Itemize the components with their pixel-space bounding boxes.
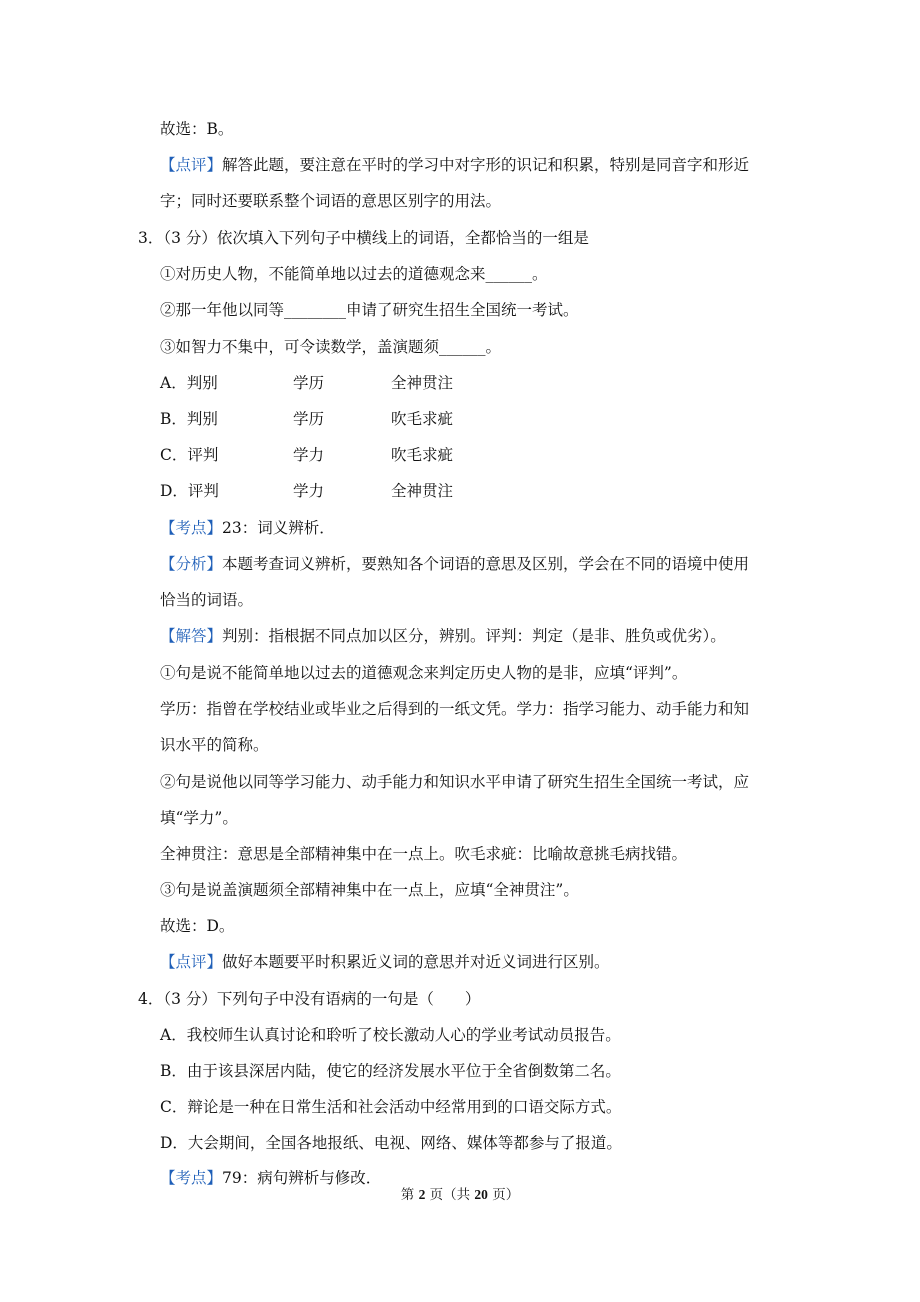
question-4-stem: 4．（3 分）下列句子中没有语病的一句是（ ） (138, 990, 481, 1008)
comment-text: 做好本题要平时积累近义词的意思并对近义词进行区别。 (222, 953, 610, 971)
question-4-option-a: A．我校师生认真讨论和聆听了校长激动人心的学业考试动员报告。 (160, 1026, 621, 1044)
kaodian-text: 79：病句辨析与修改． (222, 1169, 382, 1187)
footer-prefix: 第 (400, 1187, 419, 1203)
solution-tag: 【解答】 (160, 627, 223, 645)
solution-line-3: 学历：指曾在学校结业或毕业之后得到的一纸文凭。学力：指学习能力、动手能力和知 (160, 700, 750, 718)
option-c-word-3: 吹毛求疵 (391, 446, 454, 464)
option-c-word-1: C．评判 (160, 446, 219, 464)
option-a-word-3: 全神贯注 (391, 374, 454, 392)
analysis-text-cont: 恰当的词语。 (160, 591, 254, 609)
comment-paragraph (160, 154, 749, 176)
solution-line-4: 识水平的简称。 (160, 736, 269, 754)
option-a-word-1: A．判别 (160, 374, 218, 392)
solution-text: 判别：指根据不同点加以区分，辨别。评判：判定（是非、胜负或优劣）。 (222, 627, 726, 645)
question-3-comment (160, 951, 610, 973)
answer-line: 故选：B。 (160, 120, 234, 138)
option-b-word-2: 学历 (293, 410, 325, 428)
footer-total-pages: 20 (474, 1187, 488, 1202)
question-3-kaodian (160, 517, 335, 539)
option-b-word-1: B．判别 (160, 410, 218, 428)
option-c-word-2: 学力 (293, 446, 325, 464)
question-3-sentence-1: ①对历史人物，不能简单地以过去的道德观念来______。 (160, 265, 548, 283)
comment-tag: 【点评】 (160, 156, 223, 174)
analysis-text: 本题考查词义辨析，要熟知各个词语的意思及区别，学会在不同的语境中使用 (222, 555, 750, 573)
comment-text: 解答此题，要注意在平时的学习中对字形的识记和积累，特别是同音字和形近 (222, 156, 750, 174)
comment-text-cont: 字；同时还要联系整个词语的意思区别字的用法。 (160, 192, 502, 210)
question-3-sentence-3: ③如智力不集中，可令读数学，盖演题须______。 (160, 338, 502, 356)
solution-line-8: ③句是说盖演题须全部精神集中在一点上，应填“全神贯注”。 (160, 881, 579, 899)
option-d-word-1: D．评判 (160, 482, 219, 500)
question-3-analysis (160, 553, 749, 575)
kaodian-text: 23：词义辨析． (222, 519, 335, 537)
footer-page-number: 2 (418, 1187, 426, 1202)
question-3-solution (160, 625, 726, 647)
solution-line-5: ②句是说他以同等学习能力、动手能力和知识水平申请了研究生招生全国统一考试，应 (160, 773, 750, 791)
option-d-word-2: 学力 (293, 482, 325, 500)
question-3-sentence-2: ②那一年他以同等________申请了研究生招生全国统一考试。 (160, 301, 579, 319)
analysis-tag: 【分析】 (160, 555, 223, 573)
option-b-word-3: 吹毛求疵 (391, 410, 454, 428)
kaodian-tag: 【考点】 (160, 519, 223, 537)
comment-tag: 【点评】 (160, 953, 223, 971)
question-3-answer: 故选：D。 (160, 917, 235, 935)
footer-middle: 页（共 (425, 1187, 475, 1203)
question-4-option-b: B．由于该县深居内陆，使它的经济发展水平位于全省倒数第二名。 (160, 1062, 621, 1080)
question-3-stem: 3．（3 分）依次填入下列句子中横线上的词语，全都恰当的一组是 (138, 229, 589, 247)
footer-suffix: 页） (487, 1187, 520, 1203)
question-4-option-c: C．辩论是一种在日常生活和社会活动中经常用到的口语交际方式。 (160, 1098, 622, 1116)
option-d-word-3: 全神贯注 (391, 482, 454, 500)
option-a-word-2: 学历 (293, 374, 325, 392)
solution-line-6: 填“学力”。 (160, 809, 238, 827)
question-4-option-d: D．大会期间，全国各地报纸、电视、网络、媒体等都参与了报道。 (160, 1134, 622, 1152)
kaodian-tag: 【考点】 (160, 1169, 223, 1187)
solution-line-2: ①句是说不能简单地以过去的道德观念来判定历史人物的是非，应填“评判”。 (160, 664, 688, 682)
page-footer (0, 1185, 920, 1205)
solution-line-7: 全神贯注：意思是全部精神集中在一点上。吹毛求疵：比喻故意挑毛病找错。 (160, 845, 688, 863)
